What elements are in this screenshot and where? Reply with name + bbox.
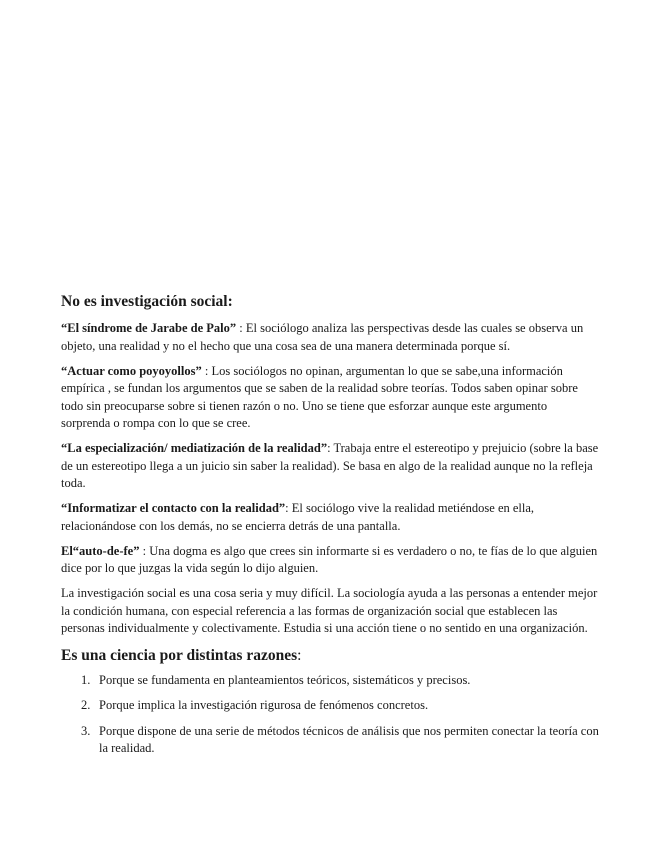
list-item-number: 2.: [81, 698, 91, 712]
list-item-number: 3.: [81, 723, 91, 738]
reasons-heading: [61, 646, 599, 665]
item-auto-de-fe: [61, 543, 599, 578]
item-term: “Informatizar el contacto con la realidad”: [61, 501, 286, 515]
item-poyoyollos: [61, 363, 599, 433]
item-text: : Una dogma es algo que crees sin informarte si es verdadero o no, te fías de lo que alguien dice por lo que juzgas la vida según lo dijo alguien.: [61, 543, 598, 575]
list-item-number: 1.: [81, 672, 91, 687]
item-text: : Trabaja entre el estereotipo y prejuicio (sobre la base de un estereotipo llega a un juicio sin saber la realidad). Se basa en algo de la realidad aunque no la refleja toda.: [61, 441, 599, 490]
item-term: “El síndrome de Jarabe de Palo”: [61, 321, 237, 335]
summary-paragraph: La investigación social es una cosa seria y muy difícil. La sociología ayuda a las personas a entender mejor la condición humana, con especial referencia a las formas de organización social que establecen las personas individualmente y colectivamente. Estudia si una acción tiene o no sentido en una organización.: [61, 586, 598, 635]
section-heading: No es investigación social:: [61, 293, 233, 310]
reasons-list: [61, 672, 599, 758]
item-informatizar: [61, 500, 599, 535]
reasons-heading-text: Es una ciencia por distintas razones: [61, 646, 298, 664]
list-item-text: Porque se fundamenta en planteamientos teóricos, sistemáticos y precisos.: [99, 672, 471, 687]
item-text: : Los sociólogos no opinan, argumentan lo que se sabe,una información empírica , se fundan los argumentos que se saben de la realidad sobre teorías. Todos saben opinar sobre todo sin preocuparse sobre si tienen razón o no. Uno se tiene que esforzar aunque este argumento sorprenda o rompa con lo que se cree.: [61, 363, 578, 430]
item-term: El“auto-de-fe”: [61, 543, 140, 558]
item-term: “Actuar como poyoyollos”: [61, 363, 202, 378]
reasons-heading-colon: :: [297, 646, 302, 664]
item-especializacion: [61, 440, 599, 493]
document-page: [61, 293, 599, 766]
item-jarabe-de-palo: [61, 320, 599, 355]
list-item-text: Porque implica la investigación rigurosa de fenómenos concretos.: [99, 698, 429, 712]
list-item: [61, 672, 599, 690]
list-item-text: Porque dispone de una serie de métodos técnicos de análisis que nos permiten conectar la teoría con la realidad.: [99, 723, 599, 755]
item-text: : El sociólogo analiza las perspectivas desde las cuales se observa un objeto, una realidad y no el hecho que una cosa sea de una manera determinada porque sí.: [61, 321, 584, 353]
list-item: [61, 723, 599, 758]
list-item: [61, 697, 599, 715]
item-text: : El sociólogo vive la realidad metiéndose en ella, relacionándose con los demás, no se encierra detrás de una pantalla.: [61, 501, 535, 533]
item-term: “La especialización/ mediatización de la realidad”: [61, 441, 328, 455]
